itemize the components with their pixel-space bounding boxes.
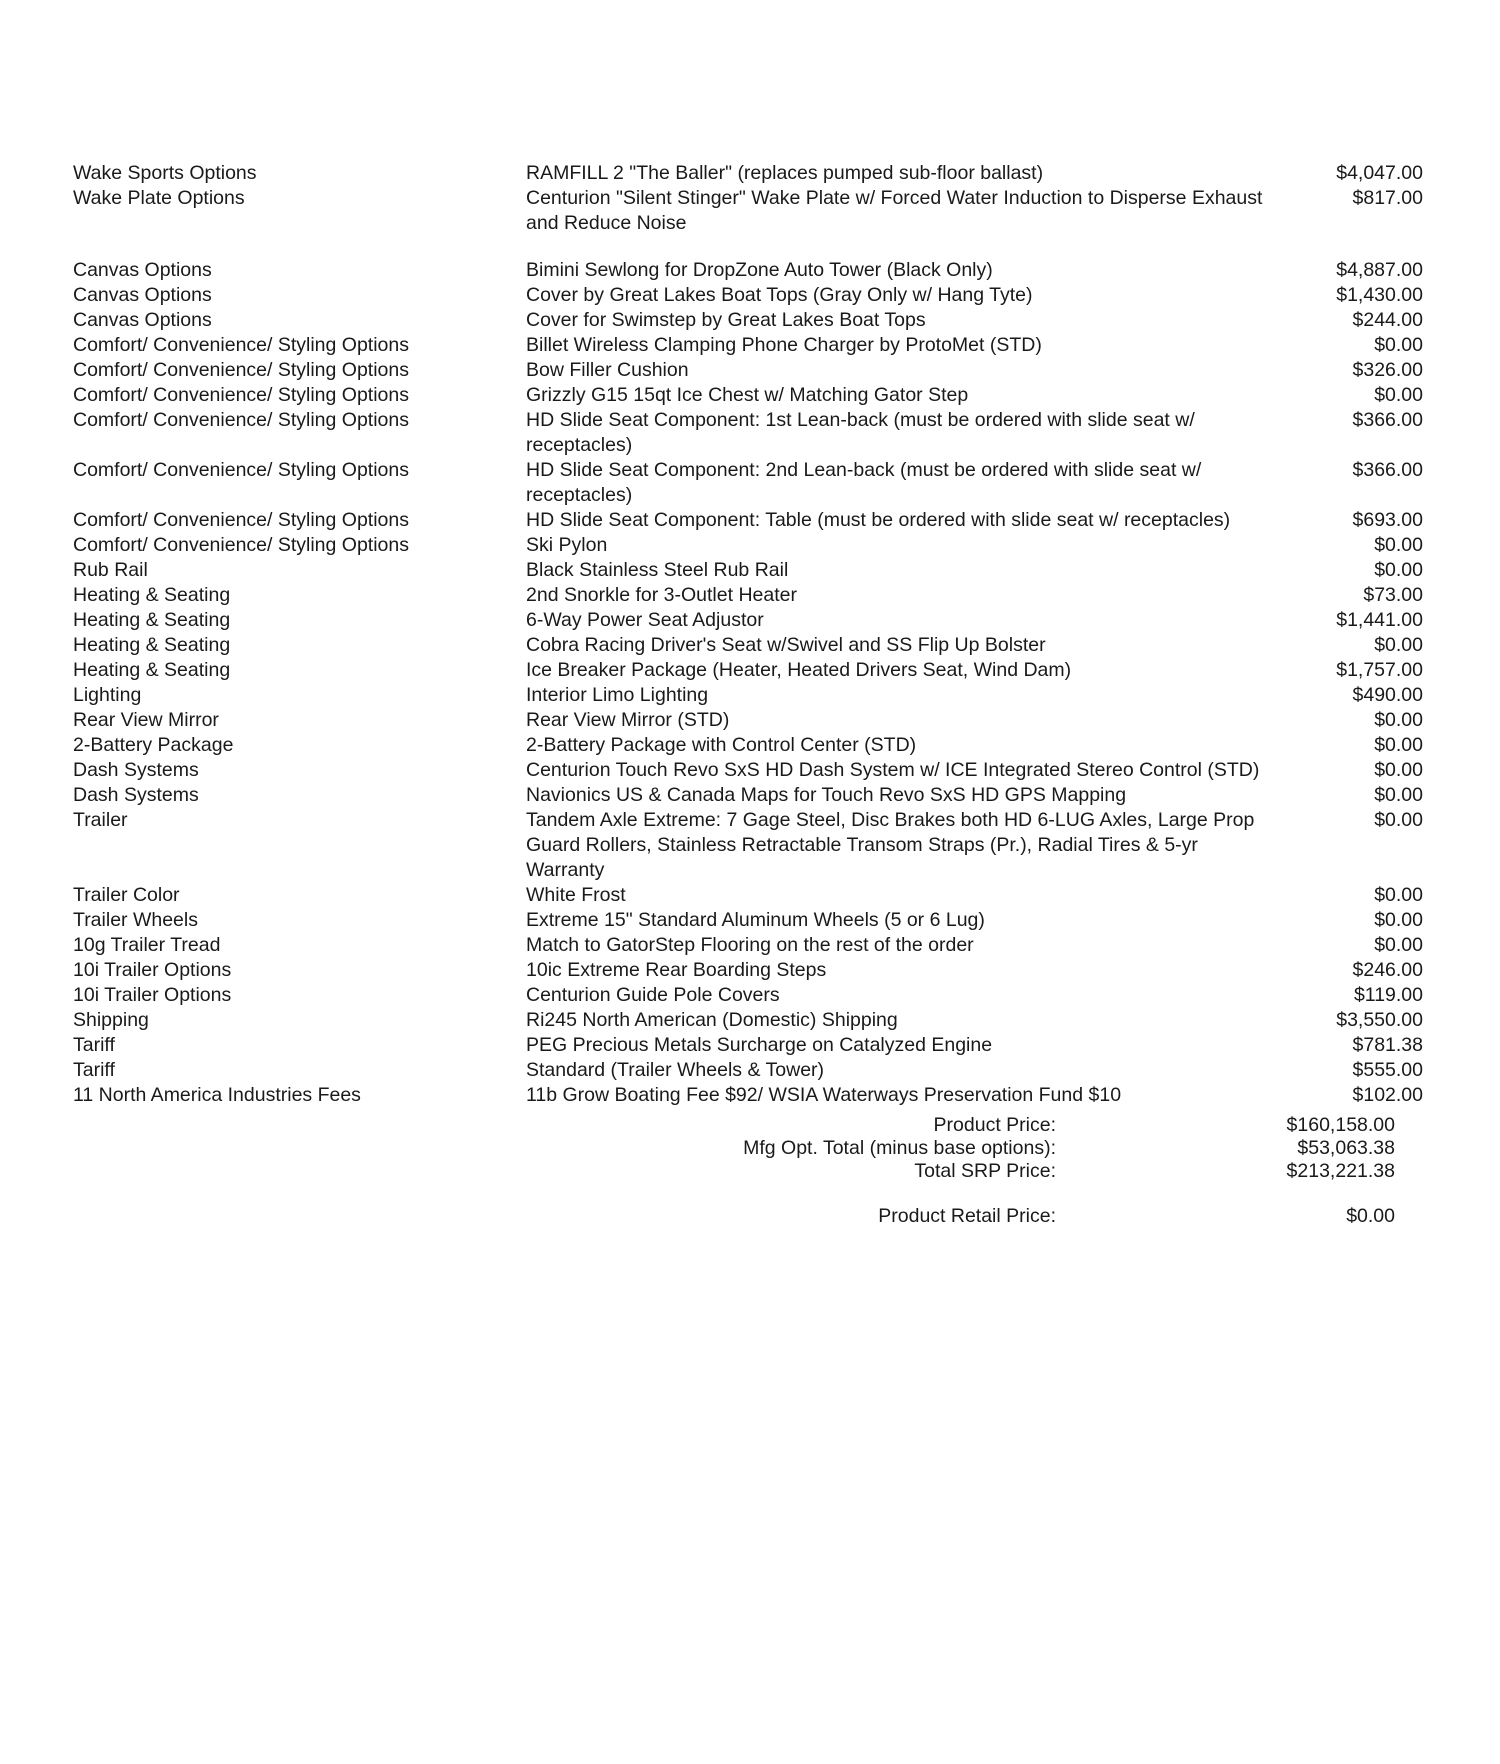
item-price: $0.00	[1374, 559, 1423, 581]
item-category: Rub Rail	[73, 559, 148, 581]
line-item-row	[73, 583, 1433, 608]
item-category: Dash Systems	[73, 759, 199, 781]
item-price: $366.00	[1352, 409, 1423, 431]
item-price: $0.00	[1374, 384, 1423, 406]
item-description: Match to GatorStep Flooring on the rest of the order	[526, 934, 974, 956]
item-category: Tariff	[73, 1034, 115, 1056]
line-item-row	[73, 1083, 1433, 1108]
item-description: Cover by Great Lakes Boat Tops (Gray Only w/ Hang Tyte)	[526, 284, 1033, 306]
item-description: Tandem Axle Extreme: 7 Gage Steel, Disc Brakes both HD 6-LUG Axles, Large Prop Guard Rollers, Stainless Retractable Transom Straps (Pr.), Radial Tires & 5-yr Warranty	[526, 809, 1255, 881]
item-price: $555.00	[1352, 1059, 1423, 1081]
line-item-row	[73, 608, 1433, 633]
mfg-opt-total-value: $53,063.38	[1297, 1137, 1395, 1159]
item-category: Comfort/ Convenience/ Styling Options	[73, 359, 409, 381]
item-category: Wake Plate Options	[73, 187, 245, 209]
line-item-row	[73, 783, 1433, 808]
item-category: 2-Battery Package	[73, 734, 234, 756]
item-description: Navionics US & Canada Maps for Touch Revo SxS HD GPS Mapping	[526, 784, 1127, 806]
item-price: $693.00	[1352, 509, 1423, 531]
item-category: Comfort/ Convenience/ Styling Options	[73, 384, 409, 406]
item-category: Heating & Seating	[73, 609, 231, 631]
total-srp-row	[73, 1160, 1433, 1183]
item-description: HD Slide Seat Component: Table (must be ordered with slide seat w/ receptacles)	[526, 509, 1231, 531]
mfg-opt-total-label: Mfg Opt. Total (minus base options):	[743, 1137, 1056, 1159]
mfg-opt-total-row	[73, 1137, 1433, 1160]
line-item-row	[73, 333, 1433, 358]
item-price: $246.00	[1352, 959, 1423, 981]
item-price: $1,430.00	[1336, 284, 1423, 306]
item-description: Bow Filler Cushion	[526, 359, 689, 381]
item-price: $0.00	[1374, 334, 1423, 356]
item-description: RAMFILL 2 "The Baller" (replaces pumped sub-floor ballast)	[526, 162, 1044, 184]
line-item-row	[73, 383, 1433, 408]
line-item-row	[73, 808, 1433, 883]
item-price: $0.00	[1374, 884, 1423, 906]
line-item-row	[73, 408, 1433, 458]
item-price: $0.00	[1374, 909, 1423, 931]
line-item-row	[73, 908, 1433, 933]
line-item-row	[73, 308, 1433, 333]
item-price: $102.00	[1352, 1084, 1423, 1106]
item-description: 11b Grow Boating Fee $92/ WSIA Waterways Preservation Fund $10	[526, 1084, 1122, 1106]
item-price: $119.00	[1353, 984, 1423, 1006]
item-category: Wake Sports Options	[73, 162, 257, 184]
item-description: Interior Limo Lighting	[526, 684, 709, 706]
product-price-label: Product Price:	[933, 1114, 1056, 1136]
item-price: $0.00	[1374, 809, 1423, 831]
item-price: $0.00	[1374, 709, 1423, 731]
item-description: Black Stainless Steel Rub Rail	[526, 559, 789, 581]
product-retail-label: Product Retail Price:	[878, 1205, 1056, 1227]
item-price: $73.00	[1363, 584, 1423, 606]
item-description: Cover for Swimstep by Great Lakes Boat Tops	[526, 309, 926, 331]
item-price: $781.38	[1352, 1034, 1423, 1056]
item-price: $326.00	[1352, 359, 1423, 381]
item-description: Ri245 North American (Domestic) Shipping	[526, 1009, 898, 1031]
line-item-row	[73, 708, 1433, 733]
line-item-row	[73, 161, 1433, 186]
item-description: Extreme 15" Standard Aluminum Wheels (5 or 6 Lug)	[526, 909, 985, 931]
item-category: Canvas Options	[73, 259, 212, 281]
item-price: $0.00	[1374, 934, 1423, 956]
item-category: Trailer Color	[73, 884, 180, 906]
product-price-value: $160,158.00	[1286, 1114, 1395, 1136]
item-description: White Frost	[526, 884, 626, 906]
item-price: $244.00	[1352, 309, 1423, 331]
item-price: $0.00	[1374, 534, 1423, 556]
item-category: Tariff	[73, 1059, 115, 1081]
line-item-row	[73, 258, 1433, 283]
item-description: Grizzly G15 15qt Ice Chest w/ Matching Gator Step	[526, 384, 969, 406]
line-item-row	[73, 633, 1433, 658]
item-description: Centurion "Silent Stinger" Wake Plate w/ Forced Water Induction to Disperse Exhaust and Reduce Noise	[526, 187, 1263, 234]
item-category: Heating & Seating	[73, 584, 231, 606]
item-category: 10g Trailer Tread	[73, 934, 221, 956]
line-item-row	[73, 458, 1433, 508]
item-price: $0.00	[1374, 734, 1423, 756]
line-item-row	[73, 186, 1433, 236]
line-item-row	[73, 558, 1433, 583]
item-description: PEG Precious Metals Surcharge on Catalyzed Engine	[526, 1034, 993, 1056]
item-category: Heating & Seating	[73, 659, 231, 681]
item-category: 10i Trailer Options	[73, 959, 232, 981]
item-price: $366.00	[1352, 459, 1423, 481]
item-description: 2-Battery Package with Control Center (STD)	[526, 734, 917, 756]
item-description: Rear View Mirror (STD)	[526, 709, 730, 731]
item-category: Trailer Wheels	[73, 909, 198, 931]
line-items	[73, 161, 1433, 1108]
item-description: Standard (Trailer Wheels & Tower)	[526, 1059, 825, 1081]
line-item-row	[73, 283, 1433, 308]
item-price: $1,757.00	[1336, 659, 1423, 681]
item-description: 6-Way Power Seat Adjustor	[526, 609, 764, 631]
item-price: $4,047.00	[1336, 162, 1423, 184]
item-price: $490.00	[1352, 684, 1423, 706]
item-price: $0.00	[1374, 759, 1423, 781]
item-description: HD Slide Seat Component: 2nd Lean-back (must be ordered with slide seat w/ receptacles)	[526, 459, 1202, 506]
item-description: Billet Wireless Clamping Phone Charger by ProtoMet (STD)	[526, 334, 1042, 356]
item-price: $3,550.00	[1336, 1009, 1423, 1031]
item-category: Shipping	[73, 1009, 149, 1031]
item-category: Dash Systems	[73, 784, 199, 806]
item-category: 11 North America Industries Fees	[73, 1084, 361, 1106]
line-item-row	[73, 658, 1433, 683]
line-item-row	[73, 1033, 1433, 1058]
item-description: Cobra Racing Driver's Seat w/Swivel and SS Flip Up Bolster	[526, 634, 1046, 656]
item-category: Comfort/ Convenience/ Styling Options	[73, 459, 409, 481]
item-category: Canvas Options	[73, 309, 212, 331]
line-item-row	[73, 733, 1433, 758]
item-category: Rear View Mirror	[73, 709, 219, 731]
item-category: Comfort/ Convenience/ Styling Options	[73, 409, 409, 431]
line-item-row	[73, 683, 1433, 708]
item-category: Heating & Seating	[73, 634, 231, 656]
item-category: Comfort/ Convenience/ Styling Options	[73, 334, 409, 356]
line-item-row	[73, 1008, 1433, 1033]
item-category: Comfort/ Convenience/ Styling Options	[73, 534, 409, 556]
total-srp-label: Total SRP Price:	[914, 1160, 1056, 1182]
item-category: Trailer	[73, 809, 128, 831]
line-item-row	[73, 883, 1433, 908]
item-price: $1,441.00	[1336, 609, 1423, 631]
line-item-row	[73, 758, 1433, 783]
item-description: 2nd Snorkle for 3-Outlet Heater	[526, 584, 797, 606]
line-item-row	[73, 983, 1433, 1008]
product-retail-value: $0.00	[1346, 1205, 1395, 1227]
item-category: Canvas Options	[73, 284, 212, 306]
line-item-row	[73, 1058, 1433, 1083]
item-description: Ice Breaker Package (Heater, Heated Drivers Seat, Wind Dam)	[526, 659, 1072, 681]
item-price: $0.00	[1374, 784, 1423, 806]
item-category: Lighting	[73, 684, 142, 706]
item-description: Centurion Touch Revo SxS HD Dash System w/ ICE Integrated Stereo Control (STD)	[526, 759, 1260, 781]
line-item-row	[73, 508, 1433, 533]
item-description: Bimini Sewlong for DropZone Auto Tower (Black Only)	[526, 259, 993, 281]
item-description: Ski Pylon	[526, 534, 608, 556]
total-srp-value: $213,221.38	[1286, 1160, 1395, 1182]
item-description: HD Slide Seat Component: 1st Lean-back (must be ordered with slide seat w/ receptacles)	[526, 409, 1195, 456]
product-price-row	[73, 1114, 1433, 1137]
item-category: 10i Trailer Options	[73, 984, 232, 1006]
line-item-row	[73, 358, 1433, 383]
product-retail-row	[73, 1205, 1433, 1228]
line-item-row	[73, 533, 1433, 558]
item-category: Comfort/ Convenience/ Styling Options	[73, 509, 409, 531]
item-description: Centurion Guide Pole Covers	[526, 984, 780, 1006]
item-description: 10ic Extreme Rear Boarding Steps	[526, 959, 827, 981]
price-totals	[73, 1114, 1433, 1228]
item-price: $817.00	[1352, 187, 1423, 209]
item-price: $4,887.00	[1336, 259, 1423, 281]
options-price-list	[73, 161, 1433, 1228]
item-price: $0.00	[1374, 634, 1423, 656]
line-item-row	[73, 933, 1433, 958]
line-item-row	[73, 958, 1433, 983]
